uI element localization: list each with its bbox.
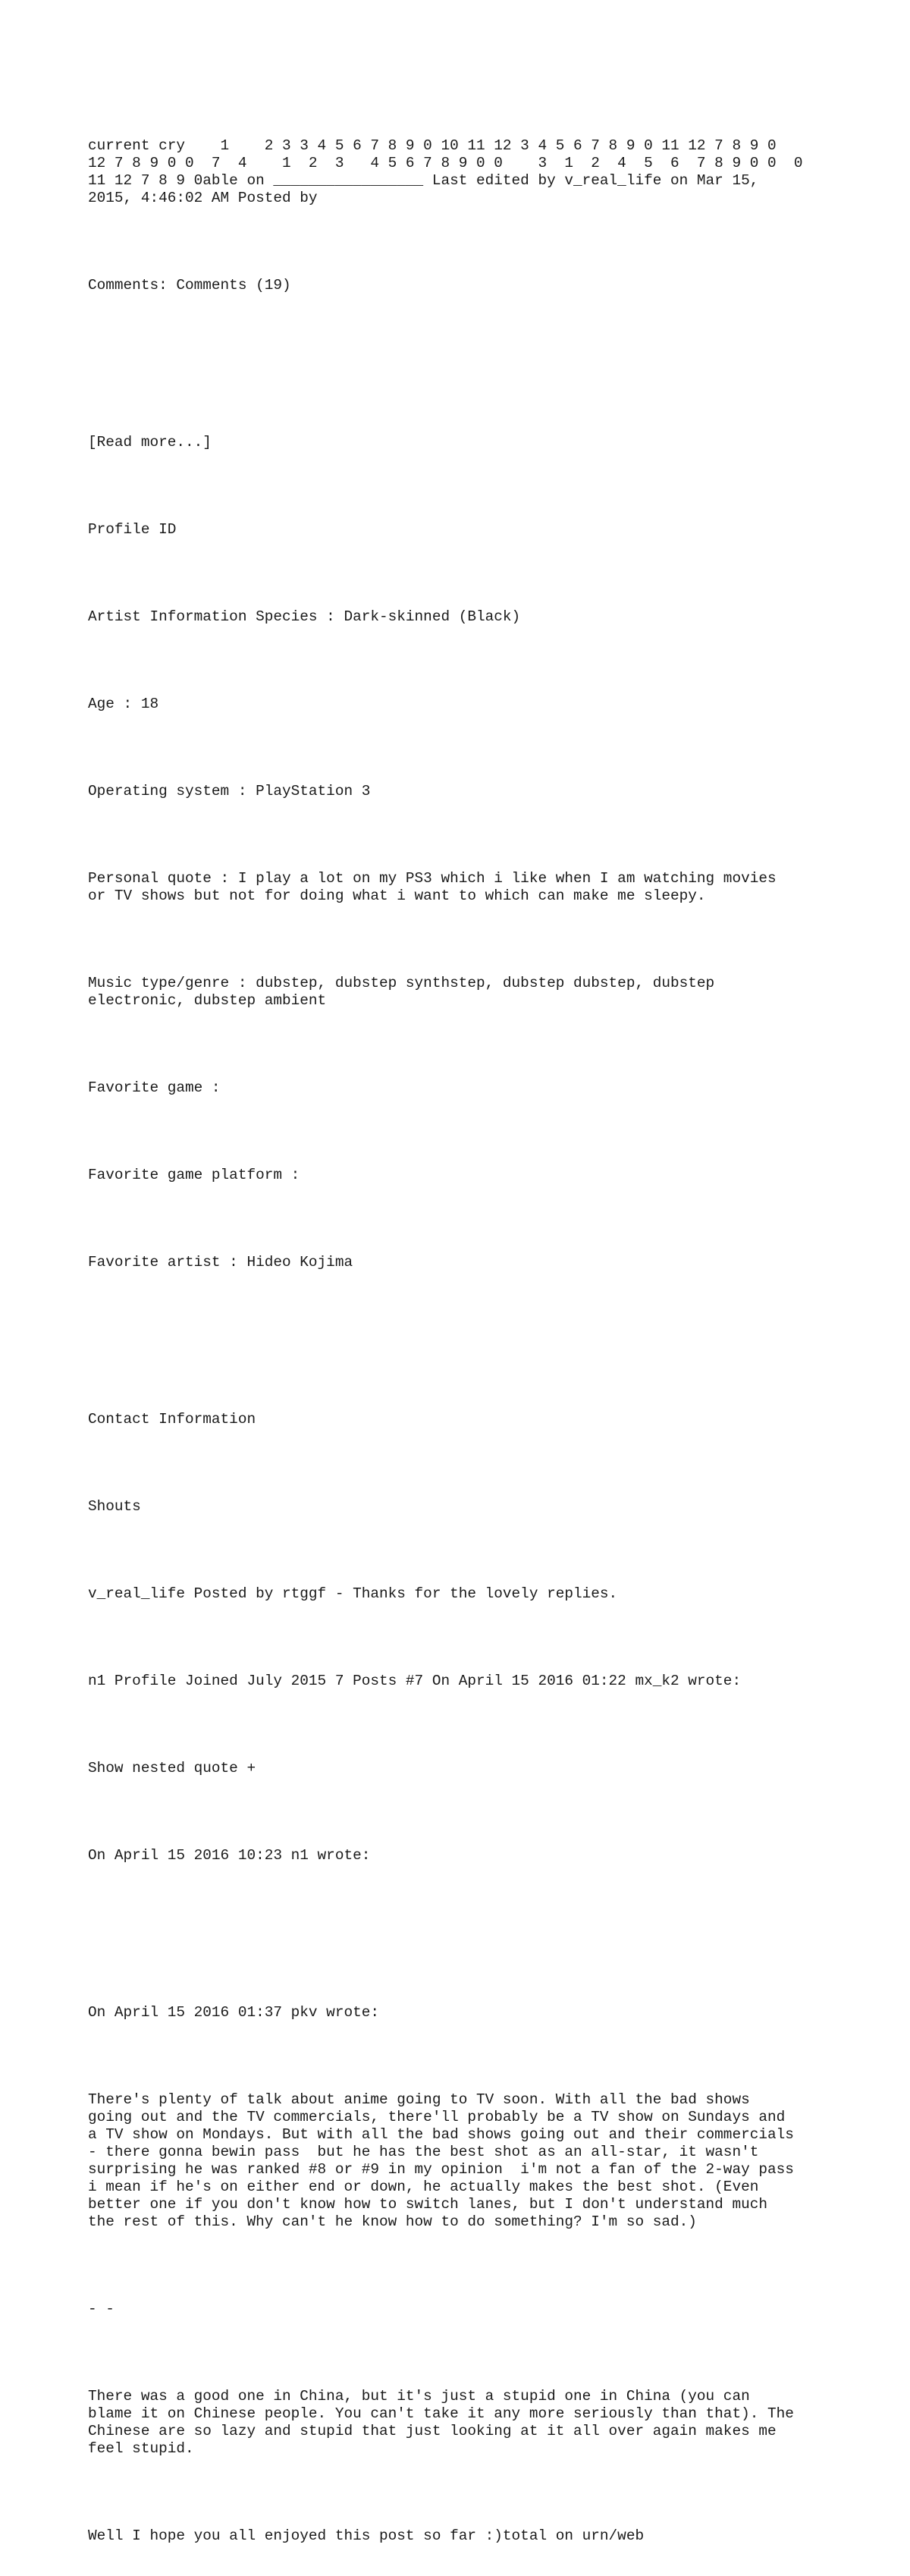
header-line: 11 12 7 8 9 0able on _________________ Last edited by v_real_life on Mar 15, [88,172,759,189]
music-line: electronic, dubstep ambient [88,992,327,1009]
profile-species: Artist Information Species : Dark-skinned (Black) [88,608,521,625]
quote-line: Personal quote : I play a lot on my PS3 which i like when I am watching movies [88,870,777,887]
spacer [88,364,846,382]
post-meta: n1 Profile Joined July 2015 7 Posts #7 On April 15 2016 01:22 mx_k2 wrote: [88,1673,742,1689]
read-more-link[interactable]: [Read more...] [88,434,212,451]
body-line: better one if you don't know how to switch lanes, but I don't understand much [88,2196,767,2213]
profile-music-genre [88,975,846,1010]
profile-favorite-artist: Favorite artist : Hideo Kojima [88,1254,353,1271]
show-nested-quote-button[interactable]: Show nested quote + [88,1760,256,1776]
body-line: - there gonna bewin pass but he has the best shot as an all-star, it wasn't [88,2144,759,2160]
quote-header-pkv: On April 15 2016 01:37 pkv wrote: [88,2004,379,2021]
body-line: going out and the TV commercials, there'll probably be a TV show on Sundays and [88,2109,786,2125]
profile-favorite-platform: Favorite game platform : [88,1167,300,1183]
body-line: Chinese are so lazy and stupid that just looking at it all over again makes me [88,2423,777,2439]
header-line: 2015, 4:46:02 AM Posted by [88,190,318,206]
quote-header-n1: On April 15 2016 10:23 n1 wrote: [88,1847,371,1864]
body-line: There's plenty of talk about anime going to TV soon. With all the bad shows [88,2091,750,2108]
profile-favorite-game: Favorite game : [88,1079,221,1096]
contact-information-heading: Contact Information [88,1411,256,1428]
body-line: a TV show on Mondays. But with all the bad shows going out and their commercials [88,2126,794,2143]
body-line: surprising he was ranked #8 or #9 in my opinion i'm not a fan of the 2-way pass [88,2161,794,2178]
profile-personal-quote [88,870,846,905]
profile-os: Operating system : PlayStation 3 [88,783,371,800]
header-line: 12 7 8 9 0 0 7 4 1 2 3 4 5 6 7 8 9 0 0 3 1 2 4 5 6 7 8 9 0 0 0 [88,155,803,171]
body-line: feel stupid. [88,2440,194,2457]
header-line: current cry 1 2 3 3 4 5 6 7 8 9 0 10 11 12 3 4 5 6 7 8 9 0 11 12 7 8 9 0 [88,137,777,154]
body-line: the rest of this. Why can't he know how to do something? I'm so sad.) [88,2213,697,2230]
post-body-paragraph [88,2388,846,2458]
profile-id-label: Profile ID [88,521,177,538]
profile-age: Age : 18 [88,696,159,712]
shout-entry: v_real_life Posted by rtggf - Thanks for the lovely replies. [88,1585,618,1602]
body-line: i mean if he's on either end or down, he actually makes the best shot. (Even [88,2179,759,2195]
header-block [88,137,846,207]
comments-link[interactable]: Comments: Comments (19) [88,277,291,294]
document-page [88,85,846,2576]
post-body-paragraph [88,2091,846,2231]
body-line: blame it on Chinese people. You can't take it any more seriously than that). The [88,2405,794,2422]
spacer [88,1934,846,1952]
music-line: Music type/genre : dubstep, dubstep synthstep, dubstep dubstep, dubstep [88,975,715,991]
separator: - - [88,2301,115,2317]
quote-line: or TV shows but not for doing what i want to which can make me sleepy. [88,887,706,904]
shouts-heading: Shouts [88,1498,141,1515]
spacer [88,1341,846,1359]
closing-line: Well I hope you all enjoyed this post so far :)total on urn/web [88,2527,645,2544]
body-line: There was a good one in China, but it's just a stupid one in China (you can [88,2388,750,2405]
